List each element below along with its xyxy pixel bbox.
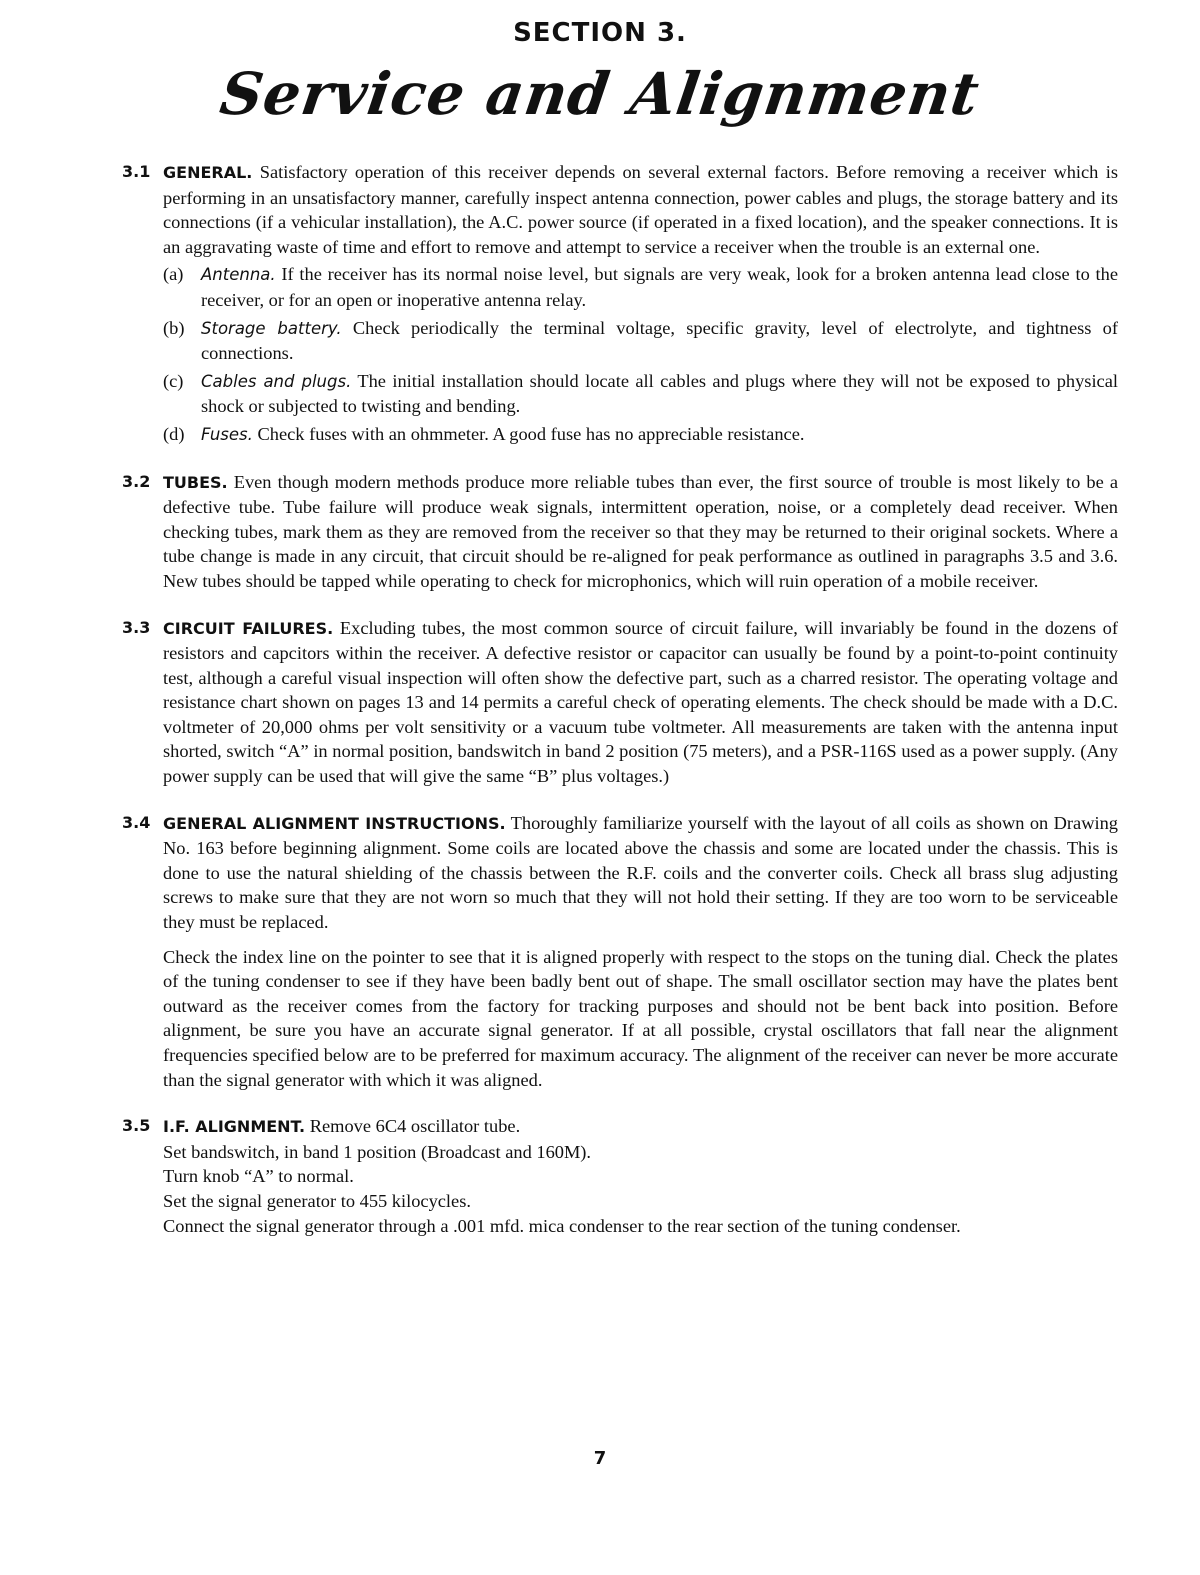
item-letter: (b) <box>163 317 185 338</box>
alignment-step: Set the signal generator to 455 kilocycles. <box>163 1190 471 1211</box>
section-if-alignment <box>122 1114 1118 1238</box>
section-text: Thoroughly familiarize yourself with the layout of all coils as shown on Drawing No. 163 before beginning alignment. Some coils are located above the chassis and some are located under the chassis. This is done to use the natural shielding of the chassis between the R.F. coils and the converter coils. Check all brass slug adjusting screws to make sure that they are not worn so much that they will not hold their setting. If they are too worn to be serviceable they must be replaced. <box>163 812 1119 933</box>
section-heading: GENERAL ALIGNMENT INSTRUCTIONS. <box>163 813 506 833</box>
item-term: Antenna. <box>201 265 276 285</box>
page-title: Service and Alignment <box>216 60 984 128</box>
alignment-step: Turn knob “A” to normal. <box>163 1166 354 1187</box>
list-item <box>163 422 1118 448</box>
section-heading: CIRCUIT FAILURES. <box>163 618 334 638</box>
document-body <box>122 160 1118 1238</box>
section-heading: I.F. ALIGNMENT. <box>163 1117 306 1137</box>
section-text: Remove 6C4 oscillator tube. <box>309 1116 521 1137</box>
alignment-step: Connect the signal generator through a .001 mfd. mica condenser to the rear section of the tuning condenser. <box>163 1215 961 1236</box>
section-text: Satisfactory operation of this receiver depends on several external factors. Before removing a receiver which is performing in an unsatisfactory manner, carefully inspect antenna connection, power cables and plugs, the storage battery and its connections (if a vehicular installation), the A.C. power source (if operated in a fixed location), and the speaker connections. It is an aggravating waste of time and effort to remove and attempt to service a receiver when the trouble is an external one. <box>163 162 1118 257</box>
section-number: 3.4 <box>122 812 151 832</box>
list-item <box>163 369 1118 419</box>
item-text: If the receiver has its normal noise level, but signals are very weak, look for a broken antenna lead close to the receiver, or for an open or inoperative antenna relay. <box>201 264 1118 310</box>
item-letter: (c) <box>163 370 184 391</box>
paragraph-3-5 <box>122 1114 1118 1140</box>
paragraph-3-1 <box>122 160 1118 259</box>
section-general <box>122 160 1118 448</box>
item-letter: (d) <box>163 423 185 444</box>
section-heading: TUBES. <box>163 472 228 492</box>
section-number: 3.3 <box>122 617 151 637</box>
item-term: Fuses. <box>201 424 253 444</box>
section-number: 3.2 <box>122 471 151 491</box>
section-text: Excluding tubes, the most common source of circuit failure, will invariably be found in the dozens of resistors and capcitors within the receiver. A defective resistor or capacitor can usually be found by a point-to-point continuity test, although a careful visual inspection will often show the defective part, such as a charred resistor. The operating voltage and resistance chart shown on pages 13 and 14 permits a careful check of operating elements. The check should be made with a D.C. voltmeter of 20,000 ohms per volt sensitivity or a vacuum tube voltmeter. All measurements are taken with the antenna input shorted, switch “A” in normal position, bandswitch in band 2 position (75 meters), and a PSR-116S used as a power supply. (Any power supply can be used that will give the same “B” plus voltages.) <box>163 617 1118 787</box>
paragraph-3-4-continued: Check the index line on the pointer to see that it is aligned properly with respect to the stops on the tuning dial. Check the plates of the tuning condenser to see if they have been badly bent out of shape. The small oscillator section may have the plates bent outward as the receiver comes from the factory for tracking purposes and should not be bent back into position. Before alignment, be sure you have an accurate signal generator. If at all possible, crystal oscillators that fall near the alignment frequencies specified below are to be preferred for maximum accuracy. The alignment of the receiver can never be more accurate than the signal generator with which it was aligned. <box>163 946 1118 1090</box>
list-item <box>163 316 1118 366</box>
paragraph-3-2 <box>122 470 1118 594</box>
paragraph-3-4 <box>122 811 1118 935</box>
paragraph-3-3 <box>122 616 1118 789</box>
section-text: Even though modern methods produce more reliable tubes than ever, the first source of trouble is most likely to be a defective tube. Tube failure will produce weak signals, intermittent operation, noise, or a completely dead receiver. When checking tubes, mark them as they are removed from the receiver so that they may be returned to their original sockets. Where a tube change is made in any circuit, that circuit should be re-aligned for peak performance as outlined in paragraphs 3.5 and 3.6. New tubes should be tapped while operating to check for microphonics, which will ruin operation of a mobile receiver. <box>163 471 1118 591</box>
list-item <box>163 262 1118 312</box>
item-text: Check periodically the terminal voltage, specific gravity, level of electrolyte, and tightness of connections. <box>201 317 1118 364</box>
alignment-step: Set bandswitch, in band 1 position (Broadcast and 160M). <box>163 1141 592 1162</box>
section-heading: GENERAL. <box>163 163 253 182</box>
item-term: Cables and plugs. <box>201 371 352 391</box>
section-label: SECTION 3. <box>513 18 687 48</box>
item-letter: (a) <box>163 264 184 285</box>
section-number: 3.5 <box>122 1116 151 1136</box>
item-term: Storage battery. <box>201 318 342 338</box>
section-number: 3.1 <box>122 162 151 181</box>
item-text: Check fuses with an ohmmeter. A good fuse has no appreciable resistance. <box>257 423 805 444</box>
item-text: The initial installation should locate all cables and plugs where they will not be exposed to physical shock or subjected to twisting and bending. <box>201 370 1118 417</box>
page-number: 7 <box>593 1448 607 1469</box>
